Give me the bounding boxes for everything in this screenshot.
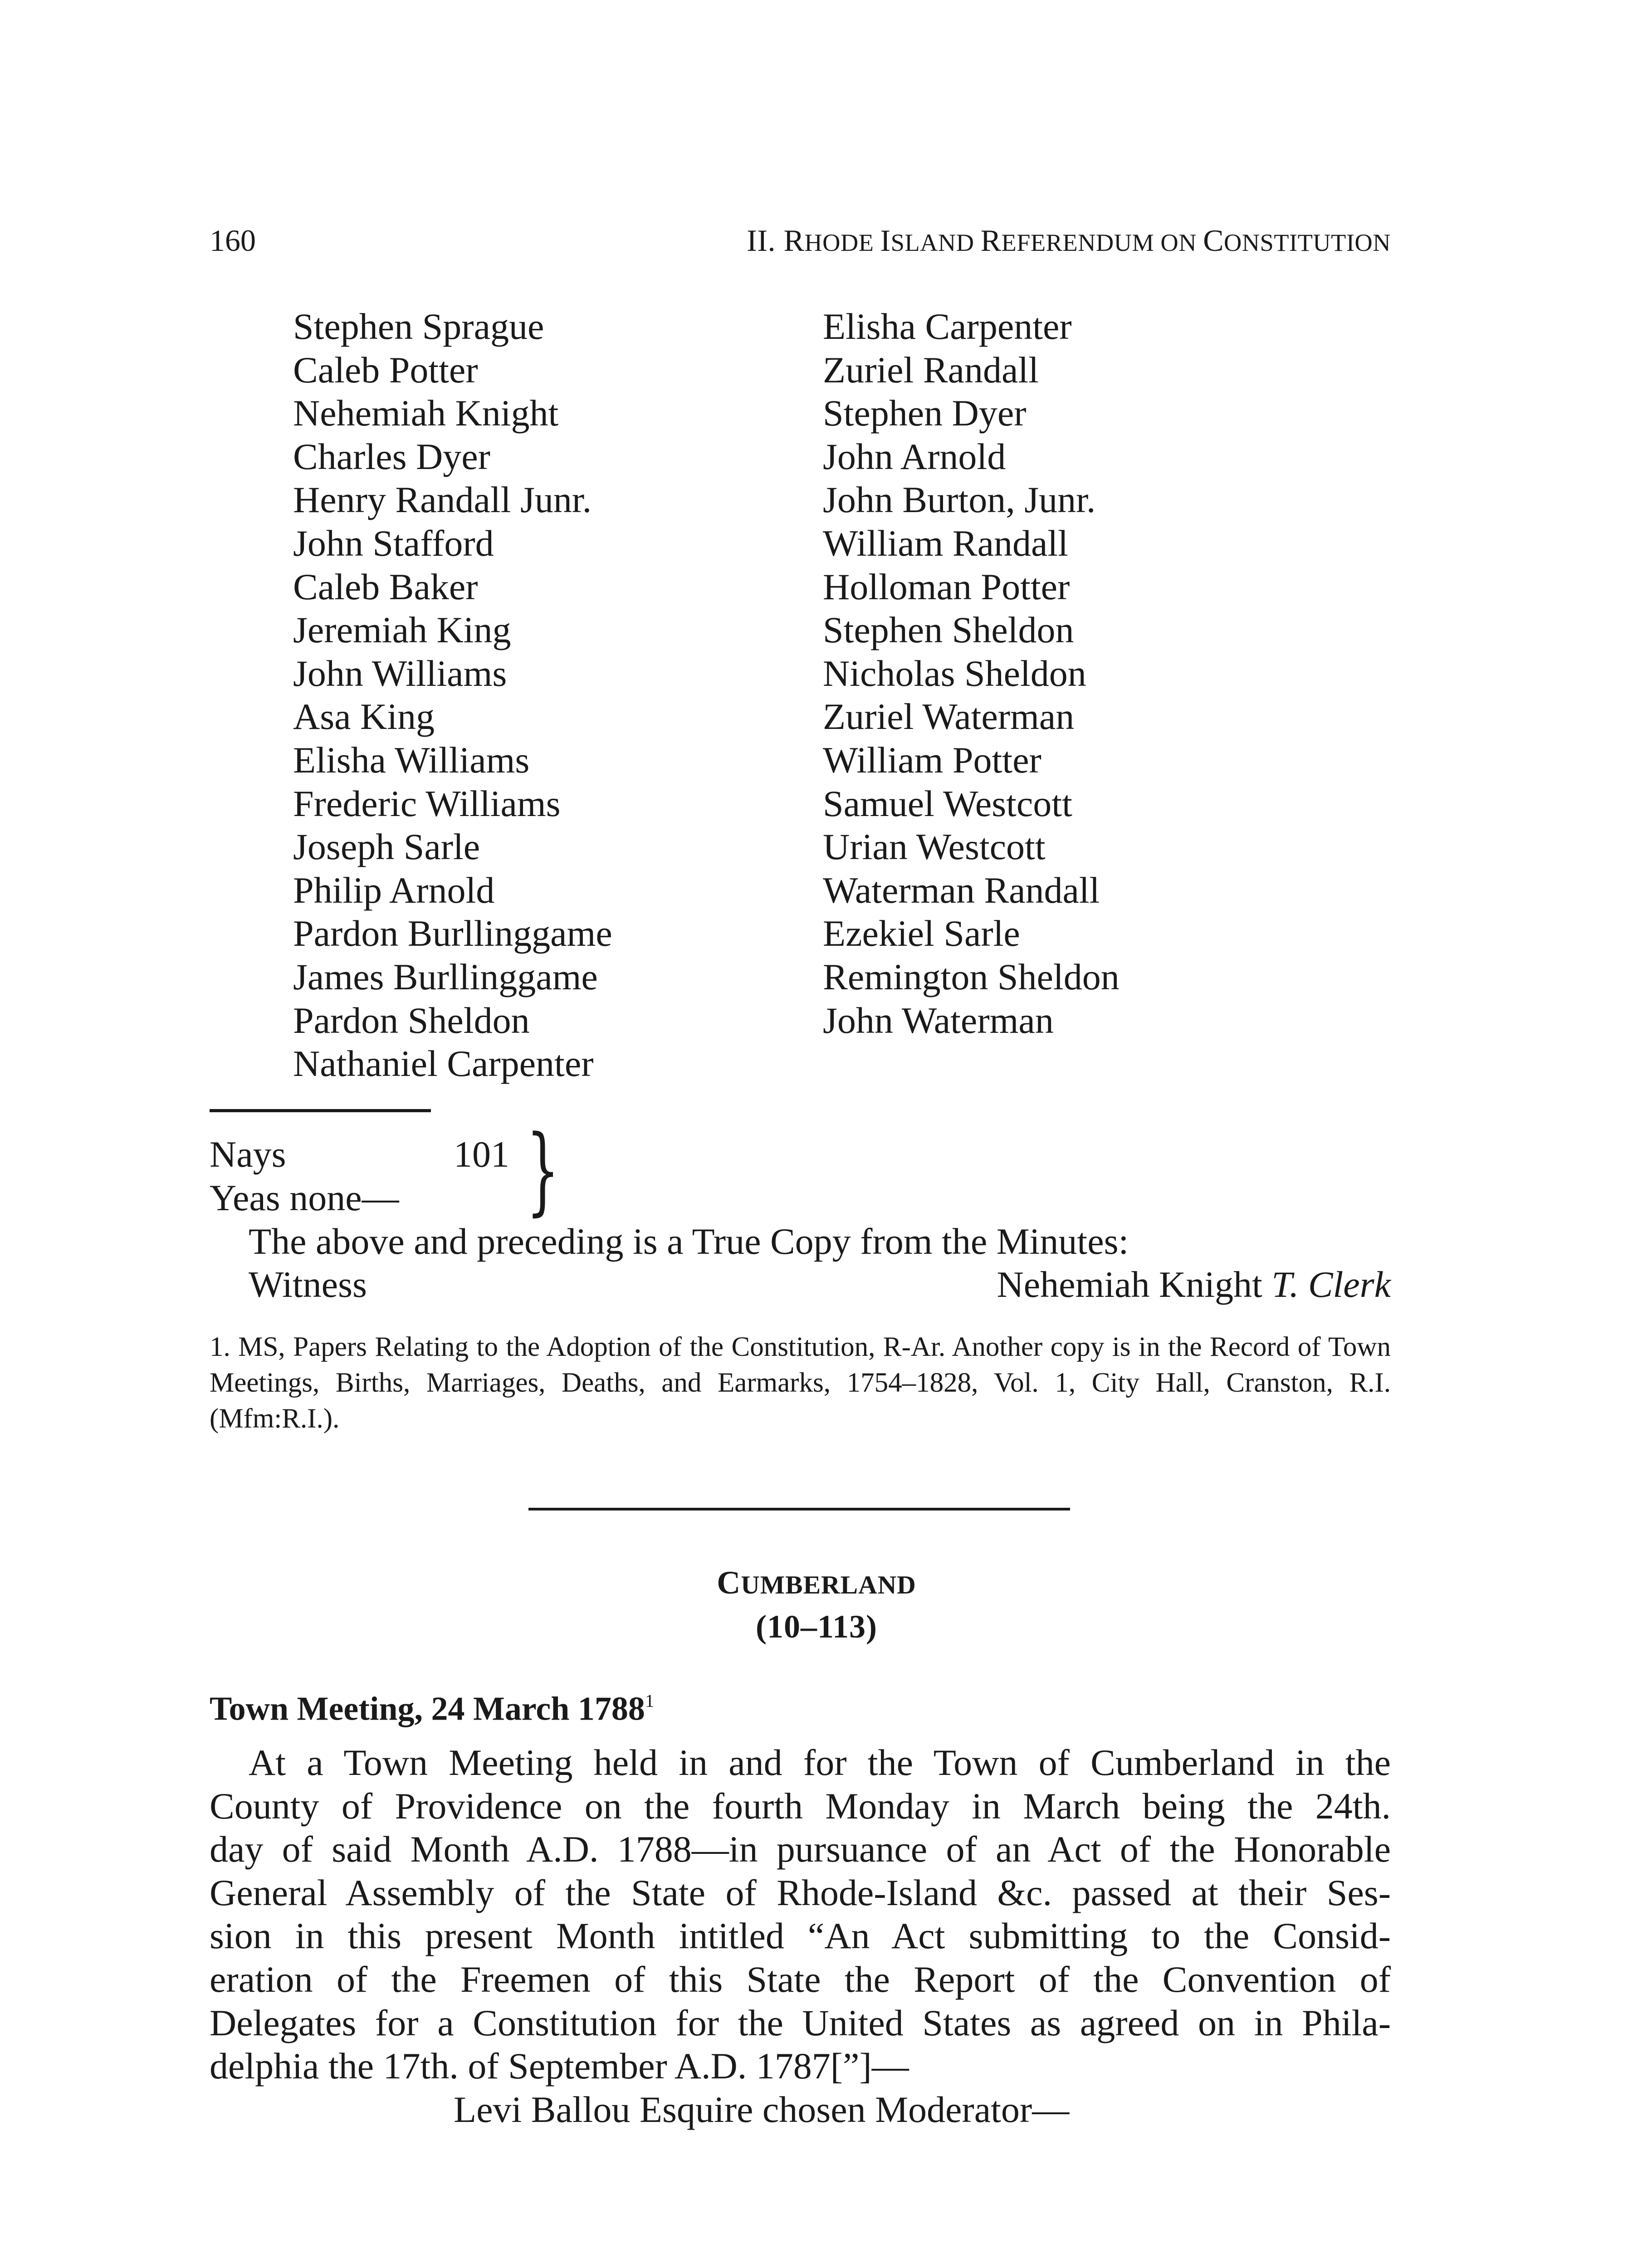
name-entry: Nicholas Sheldon xyxy=(823,652,1086,694)
names-right-column xyxy=(823,305,1120,1042)
body-paragraph xyxy=(210,1741,1391,2088)
name-entry: Zuriel Waterman xyxy=(823,696,1075,738)
yeas-label: Yeas none— xyxy=(210,1177,399,1218)
body-line: delphia the 17th. of September A.D. 1787[”]— xyxy=(210,2045,909,2087)
name-entry: Caleb Baker xyxy=(293,566,478,607)
body-line: General Assembly of the State of Rhode-Island &c. passed at their Ses- xyxy=(210,1872,1391,1913)
nays-count: 101 xyxy=(454,1134,509,1175)
name-entry: William Potter xyxy=(823,739,1041,781)
name-entry: Nehemiah Knight xyxy=(293,392,559,434)
nays-label: Nays xyxy=(210,1134,286,1175)
page-number: 160 xyxy=(210,223,256,258)
name-entry: Urian Westcott xyxy=(823,826,1046,868)
name-entry: Nathaniel Carpenter xyxy=(293,1043,594,1085)
name-entry: Stephen Dyer xyxy=(823,392,1027,434)
signature-line xyxy=(997,1263,1391,1306)
witness-label: Witness xyxy=(249,1264,367,1305)
moderator-line: Levi Ballou Esquire chosen Moderator— xyxy=(454,2089,1070,2130)
section-numbers: (10–113) xyxy=(756,1608,877,1645)
vote-brace: } xyxy=(526,1114,560,1226)
footnote-marker: 1 xyxy=(645,1691,655,1711)
name-entry: Samuel Westcott xyxy=(823,782,1072,824)
name-entry: Holloman Potter xyxy=(823,566,1070,607)
name-entry: Remington Sheldon xyxy=(823,956,1120,997)
name-entry: Pardon Sheldon xyxy=(293,999,530,1041)
name-entry: Joseph Sarle xyxy=(293,826,480,868)
name-entry: Pardon Burllinggame xyxy=(293,913,612,954)
section-divider-rule xyxy=(528,1508,1070,1510)
name-entry: James Burllinggame xyxy=(293,956,598,997)
body-line: Delegates for a Constitution for the United States as agreed on in Phila- xyxy=(210,2002,1391,2043)
name-entry: Ezekiel Sarle xyxy=(823,913,1020,954)
body-line: County of Providence on the fourth Monday in March being the 24th. xyxy=(210,1785,1391,1827)
body-line: day of said Month A.D. 1788—in pursuance of an Act of the Honorable xyxy=(210,1828,1391,1870)
name-entry: John Arnold xyxy=(823,435,1006,477)
subheading: Town Meeting, 24 March 1788$^1$ xyxy=(210,1690,655,1728)
name-entry: Frederic Williams xyxy=(293,782,561,824)
name-entry: Henry Randall Junr. xyxy=(293,479,592,521)
name-entry: Asa King xyxy=(293,696,435,738)
signer-title: T. Clerk xyxy=(1271,1264,1391,1305)
name-entry: Waterman Randall xyxy=(823,869,1100,911)
name-entry: John Williams xyxy=(293,652,507,694)
name-entry: Jeremiah King xyxy=(293,609,511,651)
footnote: 1. MS, Papers Relating to the Adoption of the Constitution, R-Ar. Another copy is in the Record of Town Meetings, Births, Marriages, Deaths, and Earmarks, 1754–1828, Vol. 1, City Hall, Cranston, R.I. (Mfm:R.I.). xyxy=(210,1332,1391,1434)
running-head: II. RHODE ISLAND REFERENDUM ON CONSTITUTION xyxy=(747,223,1391,258)
section-title: CUMBERLAND xyxy=(717,1564,916,1601)
true-copy-statement: The above and preceding is a True Copy from the Minutes: xyxy=(249,1221,1129,1262)
name-entry: Elisha Williams xyxy=(293,739,530,781)
body-line: eration of the Freemen of this State the Report of the Convention of xyxy=(210,1958,1391,2000)
name-entry: Stephen Sprague xyxy=(293,306,544,347)
name-entry: Caleb Potter xyxy=(293,349,478,391)
name-entry: Stephen Sheldon xyxy=(823,609,1074,651)
name-entry: Charles Dyer xyxy=(293,435,490,477)
names-left-column xyxy=(293,305,612,1085)
short-divider-rule xyxy=(210,1109,431,1112)
name-entry: Zuriel Randall xyxy=(823,349,1039,391)
name-entry: Philip Arnold xyxy=(293,869,495,911)
signer-name: Nehemiah Knight xyxy=(997,1264,1262,1305)
name-entry: John Burton, Junr. xyxy=(823,479,1096,521)
name-entry: Elisha Carpenter xyxy=(823,306,1072,347)
body-line: At a Town Meeting held in and for the Town of Cumberland in the xyxy=(249,1742,1391,1783)
name-entry: John Stafford xyxy=(293,522,494,564)
name-entry: William Randall xyxy=(823,522,1068,564)
name-entry: John Waterman xyxy=(823,999,1054,1041)
body-line: sion in this present Month intitled “An Act submitting to the Consid- xyxy=(210,1915,1391,1957)
